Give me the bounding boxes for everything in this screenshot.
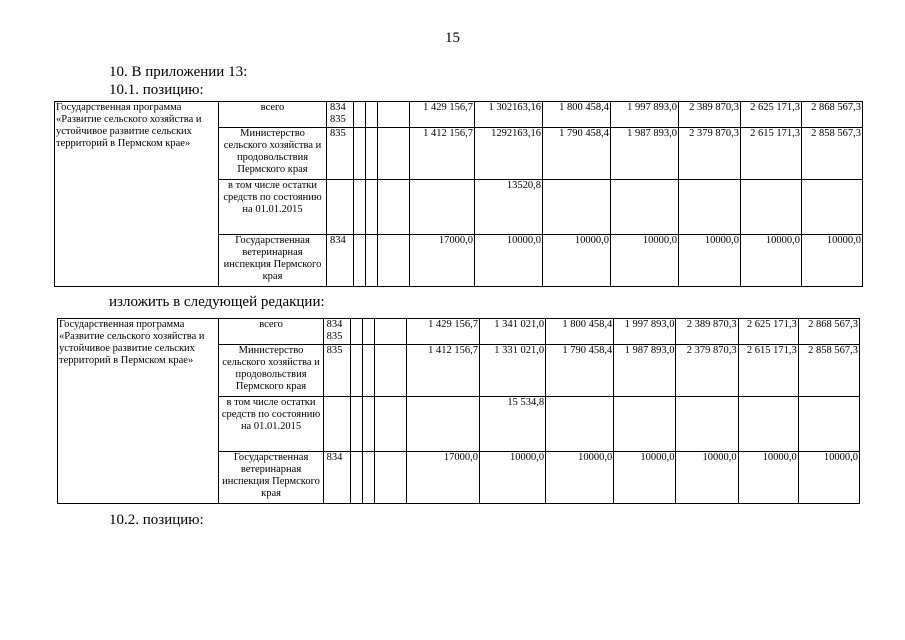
value-cell: 2 868 567,3: [802, 102, 863, 128]
value-cell: [410, 180, 475, 235]
value-cell: 17000,0: [410, 235, 475, 287]
empty-cell: [378, 128, 410, 180]
value-cell: 1 987 893,0: [614, 345, 676, 397]
value-cell: 1 790 458,4: [546, 345, 614, 397]
row-label-cell: Государственная ветеринарная инспекция Пермского края: [219, 235, 327, 287]
empty-cell: [354, 102, 366, 128]
value-cell: 2 389 870,3: [676, 319, 738, 345]
value-cell: [802, 180, 863, 235]
table-row: [55, 102, 863, 128]
value-cell: 1 800 458,4: [543, 102, 611, 128]
value-cell: [406, 397, 479, 452]
empty-cell: [354, 235, 366, 287]
value-cell: 2 615 171,3: [741, 128, 802, 180]
row-label-cell: всего: [219, 319, 323, 345]
code-cell: 834 835: [327, 102, 354, 128]
value-cell: [679, 180, 741, 235]
value-cell: 2 858 567,3: [798, 345, 859, 397]
value-cell: [546, 397, 614, 452]
value-cell: 2 615 171,3: [738, 345, 798, 397]
value-cell: 1 800 458,4: [546, 319, 614, 345]
row-label-cell: Министерство сельского хозяйства и продовольствия Пермского края: [219, 345, 323, 397]
value-cell: [543, 180, 611, 235]
empty-cell: [378, 102, 410, 128]
empty-cell: [366, 128, 378, 180]
value-cell: [614, 397, 676, 452]
empty-cell: [378, 180, 410, 235]
original-position-table: [54, 101, 863, 287]
value-cell: 10000,0: [614, 452, 676, 504]
value-cell: [611, 180, 679, 235]
value-cell: 1 412 156,7: [406, 345, 479, 397]
empty-cell: [350, 319, 362, 345]
value-cell: 1 429 156,7: [406, 319, 479, 345]
code-cell: 835: [323, 345, 350, 397]
value-cell: 10000,0: [802, 235, 863, 287]
value-cell: 1 997 893,0: [611, 102, 679, 128]
section-heading: 10. В приложении 13:: [109, 64, 248, 80]
value-cell: 10000,0: [479, 452, 545, 504]
row-label-cell: Министерство сельского хозяйства и продовольствия Пермского края: [219, 128, 327, 180]
value-cell: 10000,0: [798, 452, 859, 504]
value-cell: 13520,8: [475, 180, 543, 235]
value-cell: 1 987 893,0: [611, 128, 679, 180]
table-body: [58, 319, 860, 504]
value-cell: [738, 397, 798, 452]
empty-cell: [378, 235, 410, 287]
empty-cell: [350, 345, 362, 397]
value-cell: 15 534,8: [479, 397, 545, 452]
value-cell: 1 790 458,4: [543, 128, 611, 180]
value-cell: 1 429 156,7: [410, 102, 475, 128]
value-cell: 2 379 870,3: [676, 345, 738, 397]
empty-cell: [354, 180, 366, 235]
amendment-heading: изложить в следующей редакции:: [109, 294, 325, 310]
empty-cell: [362, 452, 374, 504]
subsection-heading: 10.2. позицию:: [109, 512, 204, 528]
empty-cell: [374, 319, 406, 345]
empty-cell: [350, 397, 362, 452]
program-name-cell: Государственная программа «Развитие сельского хозяйства и устойчивое развитие сельских территорий в Пермском крае»: [55, 102, 219, 287]
value-cell: 10000,0: [676, 452, 738, 504]
empty-cell: [362, 397, 374, 452]
new-position-table: [57, 318, 860, 504]
row-label-cell: в том числе остатки средств по состоянию на 01.01.2015: [219, 180, 327, 235]
value-cell: 10000,0: [611, 235, 679, 287]
value-cell: 10000,0: [546, 452, 614, 504]
row-label-cell: всего: [219, 102, 327, 128]
code-cell: 835: [327, 128, 354, 180]
empty-cell: [354, 128, 366, 180]
empty-cell: [362, 319, 374, 345]
page-number: 15: [445, 30, 460, 46]
row-label-cell: Государственная ветеринарная инспекция Пермского края: [219, 452, 323, 504]
table-body: [55, 102, 863, 287]
value-cell: [741, 180, 802, 235]
empty-cell: [374, 345, 406, 397]
subsection-heading: 10.1. позицию:: [109, 82, 204, 98]
value-cell: 1 412 156,7: [410, 128, 475, 180]
value-cell: 2 868 567,3: [798, 319, 859, 345]
value-cell: 2 379 870,3: [679, 128, 741, 180]
value-cell: 2 389 870,3: [679, 102, 741, 128]
program-name-cell: Государственная программа «Развитие сельского хозяйства и устойчивое развитие сельских территорий в Пермском крае»: [58, 319, 219, 504]
value-cell: 10000,0: [738, 452, 798, 504]
value-cell: 17000,0: [406, 452, 479, 504]
value-cell: 10000,0: [543, 235, 611, 287]
empty-cell: [366, 180, 378, 235]
code-cell: [327, 180, 354, 235]
row-label-cell: в том числе остатки средств по состоянию на 01.01.2015: [219, 397, 323, 452]
value-cell: [798, 397, 859, 452]
code-cell: [323, 397, 350, 452]
code-cell: 834: [327, 235, 354, 287]
code-cell: 834: [323, 452, 350, 504]
empty-cell: [366, 235, 378, 287]
value-cell: 10000,0: [679, 235, 741, 287]
code-cell: 834 835: [323, 319, 350, 345]
empty-cell: [374, 452, 406, 504]
table-row: [58, 319, 860, 345]
value-cell: 2 858 567,3: [802, 128, 863, 180]
empty-cell: [374, 397, 406, 452]
value-cell: 2 625 171,3: [738, 319, 798, 345]
empty-cell: [366, 102, 378, 128]
value-cell: 1 302163,16: [475, 102, 543, 128]
value-cell: 10000,0: [475, 235, 543, 287]
empty-cell: [362, 345, 374, 397]
value-cell: 2 625 171,3: [741, 102, 802, 128]
empty-cell: [350, 452, 362, 504]
value-cell: 1292163,16: [475, 128, 543, 180]
value-cell: 1 997 893,0: [614, 319, 676, 345]
value-cell: 1 331 021,0: [479, 345, 545, 397]
value-cell: [676, 397, 738, 452]
value-cell: 1 341 021,0: [479, 319, 545, 345]
value-cell: 10000,0: [741, 235, 802, 287]
